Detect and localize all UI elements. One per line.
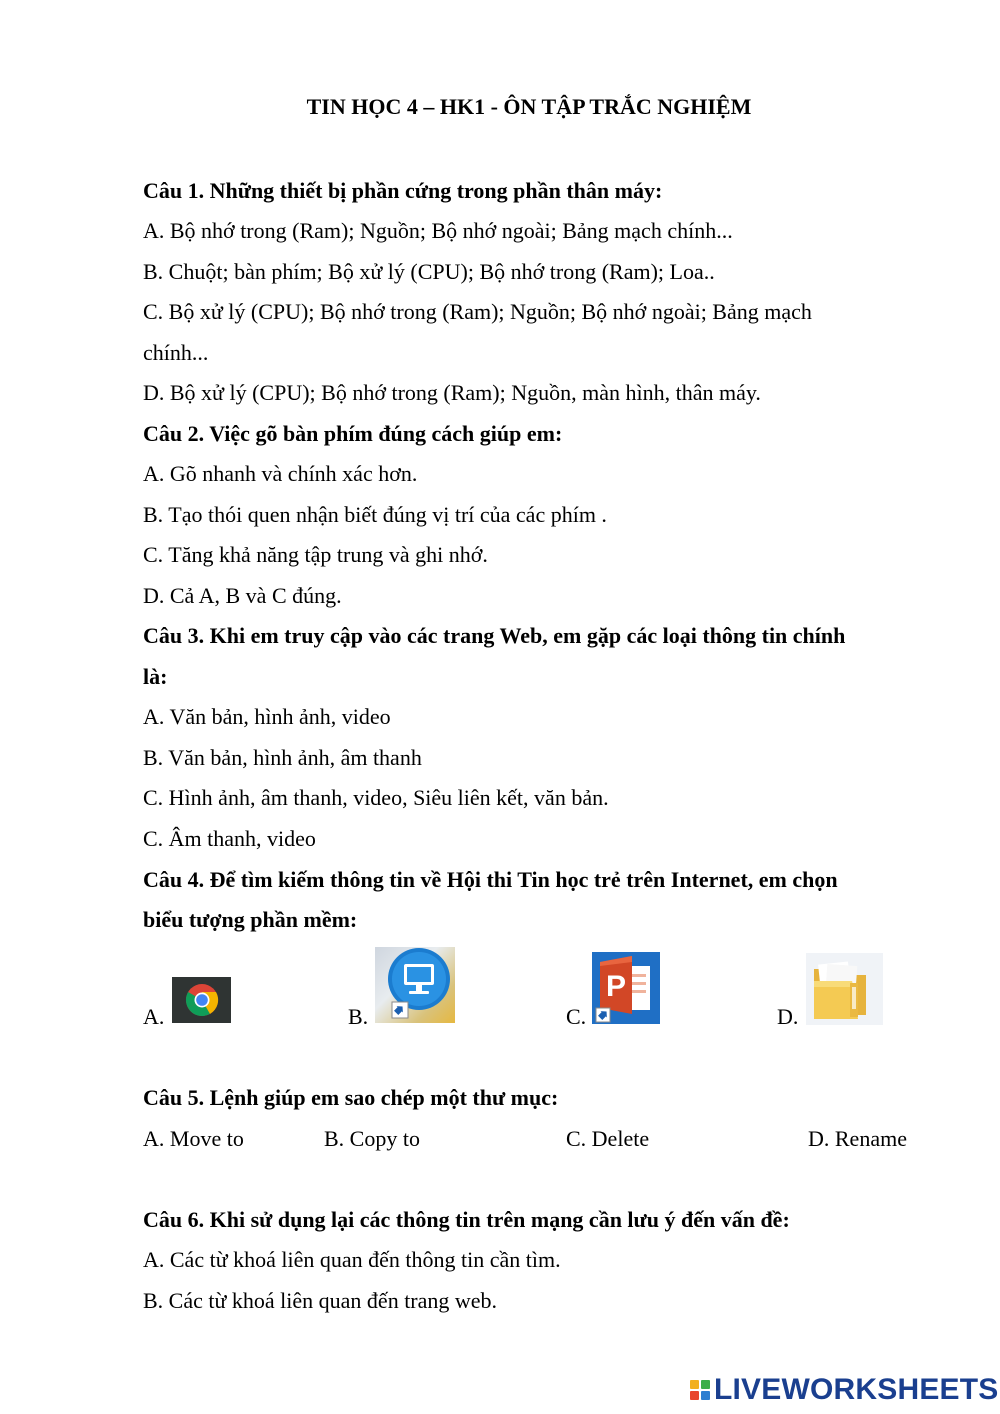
q3-option-c: C. Hình ảnh, âm thanh, video, Siêu liên kết, văn bản.: [143, 785, 609, 810]
liveworksheets-mark-icon: [690, 1380, 710, 1400]
q4-option-c: C.: [566, 1004, 587, 1029]
powerpoint-icon: [592, 952, 660, 1024]
q5-option-c: C. Delete: [566, 1126, 650, 1151]
question-4-continued: biểu tượng phần mềm:: [143, 907, 358, 932]
question-6: Câu 6. Khi sử dụng lại các thông tin trên mạng cần lưu ý đến vấn đề:: [143, 1207, 790, 1232]
q2-option-d: D. Cả A, B và C đúng.: [143, 583, 342, 608]
question-1: Câu 1. Những thiết bị phần cứng trong phần thân máy:: [143, 178, 663, 203]
q3-option-d: C. Âm thanh, video: [143, 826, 316, 851]
q1-option-c-continued: chính...: [143, 340, 209, 365]
liveworksheets-brand: LIVEWORKSHEETS: [714, 1373, 999, 1406]
question-3: Câu 3. Khi em truy cập vào các trang Web, em gặp các loại thông tin chính: [143, 623, 846, 648]
chrome-icon: [172, 977, 231, 1023]
q2-option-a: A. Gõ nhanh và chính xác hơn.: [143, 461, 418, 486]
q4-option-a: A.: [143, 1004, 165, 1029]
q1-option-a: A. Bộ nhớ trong (Ram); Nguồn; Bộ nhớ ngoài; Bảng mạch chính...: [143, 218, 733, 243]
q5-option-a: A. Move to: [143, 1126, 244, 1151]
mark-square: [690, 1380, 699, 1389]
svg-text:P: P: [606, 970, 627, 1003]
mark-square: [701, 1380, 710, 1389]
q1-option-c: C. Bộ xử lý (CPU); Bộ nhớ trong (Ram); Nguồn; Bộ nhớ ngoài; Bảng mạch: [143, 299, 812, 324]
q3-option-a: A. Văn bản, hình ảnh, video: [143, 704, 391, 729]
mark-square: [690, 1391, 699, 1400]
q3-option-b: B. Văn bản, hình ảnh, âm thanh: [143, 745, 422, 770]
q5-option-b: B. Copy to: [324, 1126, 420, 1151]
question-4: Câu 4. Để tìm kiếm thông tin về Hội thi Tin học trẻ trên Internet, em chọn: [143, 867, 838, 892]
question-3-continued: là:: [143, 664, 168, 689]
liveworksheets-logo: [690, 1372, 999, 1408]
q4-option-b: B.: [348, 1004, 369, 1029]
q6-option-a: A. Các từ khoá liên quan đến thông tin cần tìm.: [143, 1247, 561, 1272]
q2-option-c: C. Tăng khả năng tập trung và ghi nhớ.: [143, 542, 488, 567]
folder-icon: [806, 953, 883, 1025]
question-2: Câu 2. Việc gõ bàn phím đúng cách giúp em:: [143, 421, 563, 446]
page-title: TIN HỌC 4 – HK1 - ÔN TẬP TRẮC NGHIỆM: [306, 94, 752, 119]
q1-option-d: D. Bộ xử lý (CPU); Bộ nhớ trong (Ram); Nguồn, màn hình, thân máy.: [143, 380, 761, 405]
q2-option-b: B. Tạo thói quen nhận biết đúng vị trí của các phím .: [143, 502, 607, 527]
question-5: Câu 5. Lệnh giúp em sao chép một thư mục:: [143, 1085, 559, 1110]
q5-option-d: D. Rename: [808, 1126, 907, 1151]
q6-option-b: B. Các từ khoá liên quan đến trang web.: [143, 1288, 498, 1313]
mark-square: [701, 1391, 710, 1400]
q1-option-b: B. Chuột; bàn phím; Bộ xử lý (CPU); Bộ nhớ trong (Ram); Loa..: [143, 259, 715, 284]
remote-desktop-icon: [375, 947, 455, 1023]
q4-option-d: D.: [777, 1004, 799, 1029]
